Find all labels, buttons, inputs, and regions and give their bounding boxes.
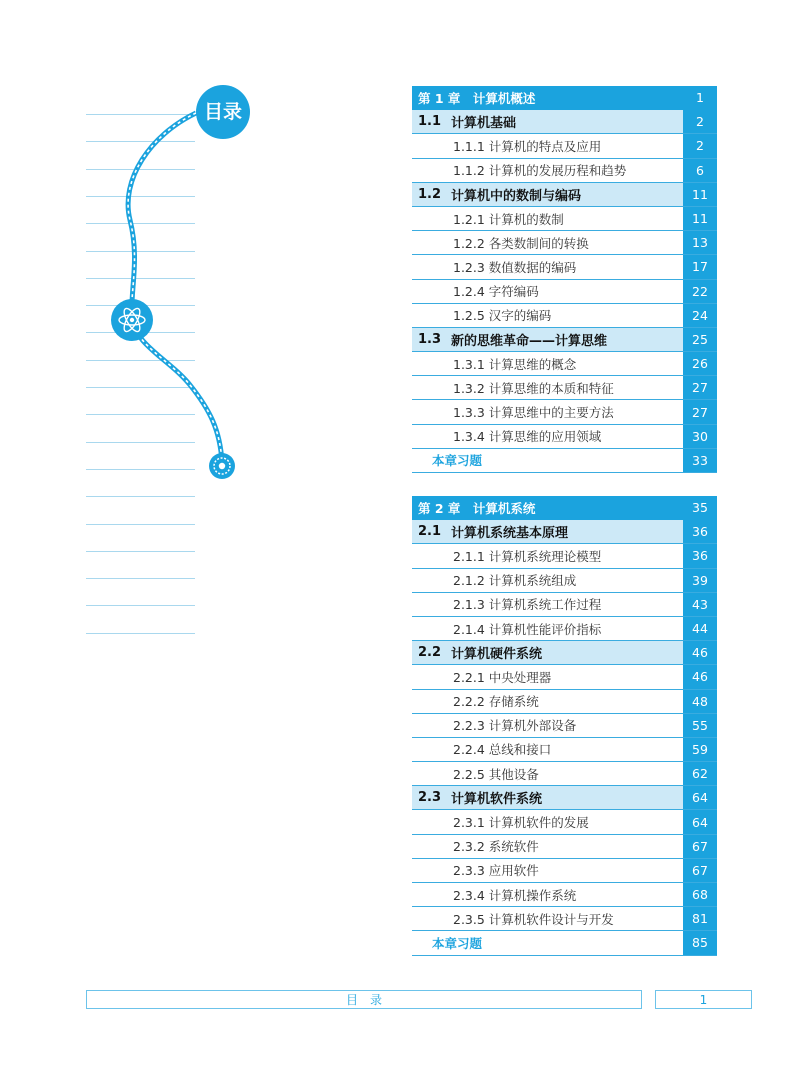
section-heading[interactable] <box>412 520 717 544</box>
page-number: 35 <box>683 496 717 519</box>
page-number: 46 <box>683 665 717 688</box>
section-number: 2.3 <box>418 790 442 806</box>
entry-title <box>432 931 482 954</box>
entry-title <box>453 280 539 303</box>
entry-label: 2.1.4 计算机性能评价指标 <box>453 621 602 637</box>
entry-title <box>453 376 614 399</box>
page-number: 36 <box>683 520 717 543</box>
entry-label: 1.1.2 计算机的发展历程和趋势 <box>453 163 627 179</box>
entry-title <box>453 883 576 906</box>
footer-page-box <box>655 990 752 1009</box>
page-number: 48 <box>683 690 717 713</box>
subsection-entry[interactable] <box>412 134 717 158</box>
page-number: 85 <box>683 931 717 954</box>
page-number: 62 <box>683 762 717 785</box>
page-number: 67 <box>683 859 717 882</box>
entry-title <box>418 641 542 664</box>
entry-label: 1.2.5 汉字的编码 <box>453 308 552 324</box>
subsection-entry[interactable] <box>412 738 717 762</box>
chapter-heading[interactable] <box>412 86 717 110</box>
page-number: 64 <box>683 810 717 833</box>
footer-title-box <box>86 990 642 1009</box>
subsection-entry[interactable] <box>412 714 717 738</box>
entry-label: 2.3.1 计算机软件的发展 <box>453 815 589 831</box>
entry-label: 新的思维革命——计算思维 <box>451 333 608 349</box>
page-number: 59 <box>683 738 717 761</box>
page-number: 26 <box>683 352 717 375</box>
chapter-title: 第 1 章 计算机概述 <box>418 90 536 106</box>
subsection-entry[interactable] <box>412 280 717 304</box>
subsection-entry[interactable] <box>412 569 717 593</box>
entry-label: 计算机硬件系统 <box>451 647 543 663</box>
subsection-entry[interactable] <box>412 425 717 449</box>
subsection-entry[interactable] <box>412 835 717 859</box>
subsection-entry[interactable] <box>412 907 717 931</box>
entry-label: 计算机基础 <box>451 116 517 132</box>
toc-badge: 目录 <box>196 85 250 139</box>
section-heading[interactable] <box>412 183 717 207</box>
page-number: 27 <box>683 376 717 399</box>
entry-title <box>453 352 576 375</box>
page-number: 6 <box>683 159 717 182</box>
section-number: 2.1 <box>418 524 442 540</box>
subsection-entry[interactable] <box>412 352 717 376</box>
entry-title <box>453 810 589 833</box>
footer-page-number: 1 <box>699 992 708 1007</box>
entry-title <box>453 159 626 182</box>
entry-title <box>453 134 601 157</box>
section-number: 1.2 <box>418 186 442 202</box>
entry-label: 计算机系统基本原理 <box>451 526 569 542</box>
page-number: 33 <box>683 449 717 472</box>
atom-icon <box>111 299 153 341</box>
entry-title <box>453 690 539 713</box>
entry-title <box>453 714 576 737</box>
entry-title <box>453 544 601 567</box>
subsection-entry[interactable] <box>412 810 717 834</box>
entry-label: 1.2.3 数值数据的编码 <box>453 259 577 275</box>
subsection-entry[interactable] <box>412 859 717 883</box>
subsection-entry[interactable] <box>412 159 717 183</box>
page-number: 27 <box>683 400 717 423</box>
subsection-entry[interactable] <box>412 207 717 231</box>
chapter-title: 第 2 章 计算机系统 <box>418 500 536 516</box>
entry-label: 本章习题 <box>432 935 483 951</box>
entry-label: 2.1.2 计算机系统组成 <box>453 573 577 589</box>
entry-label: 2.2.2 存储系统 <box>453 694 539 710</box>
page-number: 22 <box>683 280 717 303</box>
section-number: 1.1 <box>418 114 442 130</box>
page-number: 1 <box>683 86 717 109</box>
page-number: 17 <box>683 255 717 278</box>
footer-title: 目 录 <box>345 993 382 1007</box>
page-number: 64 <box>683 786 717 809</box>
entry-title <box>432 449 482 472</box>
subsection-entry[interactable] <box>412 376 717 400</box>
subsection-entry[interactable] <box>412 617 717 641</box>
subsection-entry[interactable] <box>412 400 717 424</box>
entry-title <box>453 665 551 688</box>
entry-label: 2.3.2 系统软件 <box>453 839 539 855</box>
page-number: 68 <box>683 883 717 906</box>
subsection-entry[interactable] <box>412 593 717 617</box>
page-number: 44 <box>683 617 717 640</box>
page-number: 25 <box>683 328 717 351</box>
entry-title <box>453 207 564 230</box>
page-number: 11 <box>683 207 717 230</box>
section-number: 1.3 <box>418 331 442 347</box>
ring-icon <box>209 453 235 479</box>
entry-label: 2.3.5 计算机软件设计与开发 <box>453 911 614 927</box>
entry-label: 1.2.2 各类数制间的转换 <box>453 235 589 251</box>
entry-label: 计算机中的数制与编码 <box>451 188 582 204</box>
page-number: 43 <box>683 593 717 616</box>
entry-label: 1.3.2 计算思维的本质和特征 <box>453 380 614 396</box>
entry-title <box>453 304 551 327</box>
subsection-entry[interactable] <box>412 690 717 714</box>
entry-label: 2.2.1 中央处理器 <box>453 669 552 685</box>
chapter-heading[interactable] <box>412 496 717 520</box>
entry-title <box>418 183 581 206</box>
subsection-entry[interactable] <box>412 544 717 568</box>
entry-label: 1.3.3 计算思维中的主要方法 <box>453 405 614 421</box>
section-heading[interactable] <box>412 328 717 352</box>
page-number: 11 <box>683 183 717 206</box>
entry-title <box>453 835 539 858</box>
entry-label: 1.3.1 计算思维的概念 <box>453 356 577 372</box>
entry-label: 1.3.4 计算思维的应用领域 <box>453 429 602 445</box>
subsection-entry[interactable] <box>412 883 717 907</box>
page-number: 46 <box>683 641 717 664</box>
exercise-entry[interactable] <box>412 449 717 473</box>
entry-label: 2.3.3 应用软件 <box>453 863 539 879</box>
page-number: 2 <box>683 134 717 157</box>
entry-title <box>453 907 614 930</box>
entry-label: 本章习题 <box>432 453 483 469</box>
page-number: 36 <box>683 544 717 567</box>
entry-label: 1.2.4 字符编码 <box>453 284 539 300</box>
subsection-entry[interactable] <box>412 255 717 279</box>
entry-title <box>418 786 542 809</box>
entry-title <box>418 328 607 351</box>
page-number: 24 <box>683 304 717 327</box>
chapter-2-toc <box>412 496 717 956</box>
entry-title <box>453 425 601 448</box>
page-number: 13 <box>683 231 717 254</box>
page-number: 67 <box>683 835 717 858</box>
page-number: 2 <box>683 110 717 133</box>
entry-label: 2.2.4 总线和接口 <box>453 742 552 758</box>
subsection-entry[interactable] <box>412 304 717 328</box>
entry-label: 1.1.1 计算机的特点及应用 <box>453 138 602 154</box>
entry-label: 2.2.5 其他设备 <box>453 766 539 782</box>
entry-label: 2.1.3 计算机系统工作过程 <box>453 597 602 613</box>
entry-label: 2.1.1 计算机系统理论模型 <box>453 548 602 564</box>
section-heading[interactable] <box>412 641 717 665</box>
entry-label: 1.2.1 计算机的数制 <box>453 211 564 227</box>
section-heading[interactable] <box>412 110 717 134</box>
entry-title <box>453 762 539 785</box>
subsection-entry[interactable] <box>412 762 717 786</box>
page-number: 30 <box>683 425 717 448</box>
entry-title <box>453 859 539 882</box>
subsection-entry[interactable] <box>412 231 717 255</box>
subsection-entry[interactable] <box>412 665 717 689</box>
entry-title <box>418 520 568 543</box>
exercise-entry[interactable] <box>412 931 717 955</box>
page-number: 39 <box>683 569 717 592</box>
entry-title <box>453 593 601 616</box>
section-number: 2.2 <box>418 645 442 661</box>
entry-label: 2.2.3 计算机外部设备 <box>453 718 577 734</box>
chapter-1-toc <box>412 86 717 473</box>
page-number: 55 <box>683 714 717 737</box>
entry-title <box>453 569 576 592</box>
entry-title <box>418 110 516 133</box>
entry-label: 2.3.4 计算机操作系统 <box>453 887 577 903</box>
entry-title <box>453 617 601 640</box>
entry-title <box>453 738 551 761</box>
section-heading[interactable] <box>412 786 717 810</box>
entry-title <box>453 255 576 278</box>
entry-title <box>453 231 589 254</box>
page-number: 81 <box>683 907 717 930</box>
entry-title <box>453 400 614 423</box>
entry-label: 计算机软件系统 <box>451 792 543 808</box>
